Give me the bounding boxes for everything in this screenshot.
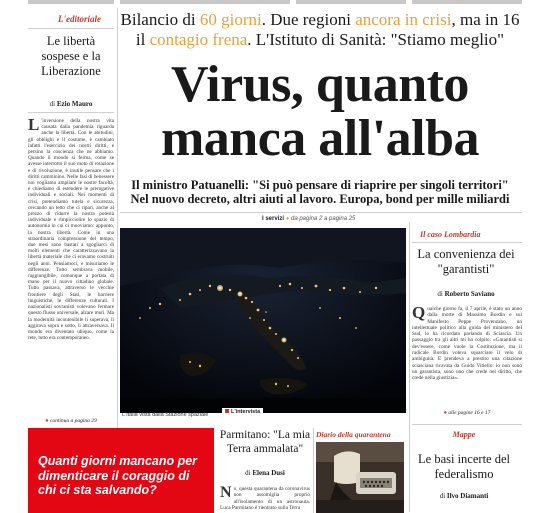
- column-body: [412, 303, 522, 382]
- column-title[interactable]: Le basi incerte del federalismo: [418, 452, 510, 481]
- kicker-text: . Due regioni: [261, 10, 356, 29]
- red-advertisement[interactable]: [28, 428, 214, 513]
- kicker-text: . L'Istituto di Sanità: "Stiamo meglio": [247, 30, 505, 49]
- subhead-line: Nel nuovo decreto, altri aiuti al lavoro. Europa, bond per mille miliardi: [130, 192, 510, 206]
- drop-cap: L: [28, 115, 40, 134]
- services-label: I servizi: [262, 216, 285, 222]
- bullet-icon: ●: [285, 216, 290, 222]
- headline-line: manca all'alba: [160, 110, 480, 167]
- divider: [120, 212, 522, 213]
- editorial-byline: [28, 100, 114, 108]
- column-author: Roberto Saviano: [444, 290, 495, 298]
- continue-text: alle pagine 16 e 17: [448, 410, 491, 416]
- subheadline: [120, 178, 520, 206]
- section-label: [222, 408, 263, 416]
- square-icon: [225, 409, 229, 413]
- diario-photo[interactable]: [316, 442, 404, 513]
- kicker: [120, 10, 520, 50]
- top-bar-segment: [28, 0, 114, 4]
- divider: [412, 242, 522, 243]
- drop-cap: Q: [412, 303, 426, 322]
- continue-text: continua a pagina 29: [49, 418, 97, 424]
- column-text: ualche giorno fa, il 7 aprile, è stato un anno dalla morte di Massimo Bordin e sul Manifesto Peppe Provenzano, un intellettuale politico alla guida del ministero del Sud, lo ha ricordato parlando di Sciascia. Un passaggio tra gli altri mi ha colpito: «Garantisti si dev'essere, come vuole la Costituzione, ma il radicale Bordin voleva squarciare il velo di ambiguità. E prendeva a prestito una citazione sciasciana ricavata da Guido Vitiello: io non sono un garantista, sono uno che crede nel diritto, che crede nella giustizia».: [412, 306, 522, 382]
- column-title[interactable]: La convenienza dei "garantisti": [417, 247, 515, 276]
- divider: [28, 28, 114, 29]
- column-author: Ilvo Diamanti: [446, 492, 489, 500]
- kicker-highlight: ancora in crisi: [355, 10, 452, 29]
- editorial-text: 'inversione della nostra vita causata dalla pandemia riguarda anche la libertà. Con le abitudini, gli obblighi e il costume, è cambiato infatti l'esercizio dei nostri diritti, e persino la coscienza che ne abbiamo. Quando il mondo si ferma, come se avesse interrotto il suo moto di rotazione e di rivoluzione, è inutile pensare che i diritti camminino. Nelle fasi di benessere noi vogliamo ampliare le nostre facoltà, e chiediamo di estendere le prerogative individuali e sociali. Nei momenti di crisi, pretendiamo tutela e sicurezza, cercando un tetto che ci ripari, anche al prezzo di ridurre la nostra potestà individuale e rimpicciolire lo spazio di autonomia in cui ci muoviamo: appunto, la nostra libertà. Come in una straordinaria compressione del tempo, due mesi sono bastati a sgogliarci di molti elementi che caratterizzavano la libertà materiale che ci eravamo costruiti negli anni. Pensiamoci, e misuriamo le differenze. Tutto sembrava mobile, raggiungibile, comunque a portata di mano per il nuovo cittadino globale. Tutto passava, attraverso le vecchie frontiere degli Stati, le barriere linguistiche, le differenze culturali. I nazionalisti sovranisti volevano fermare questo flusso universale, alzare muri. Ma la modernità incontenibile li superava, li aggirava sopra e sotto, li attraversava. Il mondo era diventato ubiquo, come la rete, tutto era contemporaneo.: [28, 118, 114, 342]
- interview-title[interactable]: Parmitano: "La mia Terra ammalata": [219, 429, 311, 455]
- night-earth-image: [120, 228, 406, 413]
- kicker-text: Bilancio di: [120, 10, 200, 29]
- byline-prefix: di: [245, 469, 251, 477]
- editorial-author: Ezio Mauro: [56, 100, 93, 108]
- kicker-highlight: contagio frena: [149, 30, 248, 49]
- editorial-column: [28, 8, 114, 424]
- arrow-icon: ●: [45, 418, 49, 424]
- section-label: Mappe: [452, 430, 476, 439]
- subhead-line: Il ministro Patuanelli: "Si può pensare di riaprire per singoli territori": [131, 178, 509, 192]
- interview-text: o, questa quarantena da coronavirus non assomiglia proprio all'isolamento di un astronauta. Luca Parmitano è rientrato sulla Terra: [220, 486, 310, 511]
- section-label: Diario della quarantena: [316, 430, 391, 439]
- top-bar: [0, 0, 539, 6]
- drop-cap: N: [220, 484, 232, 501]
- column-byline: [408, 492, 520, 500]
- section-label: Il caso Lombardia: [420, 230, 481, 239]
- editorial-continue-link[interactable]: [28, 418, 114, 424]
- photo-caption: L'Italia vista dalla Stazione spaziale: [122, 412, 209, 418]
- interview-body: [220, 486, 310, 511]
- interview-label-text: L'intervista: [231, 409, 261, 415]
- byline-prefix: di: [49, 100, 56, 108]
- column-continue-link[interactable]: [412, 410, 522, 416]
- top-bar-segment: [412, 0, 522, 4]
- interview-author: Elena Dusi: [252, 469, 285, 477]
- top-bar-segment: [296, 0, 406, 4]
- divider: [412, 424, 522, 425]
- editorial-body: [28, 115, 114, 342]
- headline-line: Virus, quanto: [171, 56, 469, 113]
- column-byline: [410, 290, 522, 298]
- byline-prefix: di: [439, 492, 446, 500]
- interview-byline: [218, 469, 312, 477]
- kicker-text: , ma in 16 il: [135, 10, 520, 49]
- arrow-icon: ●: [443, 410, 447, 416]
- services-note[interactable]: [262, 216, 355, 222]
- editorial-label: L'editoriale: [58, 14, 101, 24]
- photo-italy-from-space[interactable]: [120, 228, 406, 413]
- services-range: da pagina 2 a pagina 25: [290, 216, 356, 222]
- column-divider: [117, 8, 118, 428]
- kicker-highlight: 60 giorni: [199, 10, 262, 29]
- main-headline[interactable]: [120, 58, 520, 166]
- ad-text: Quanti giorni mancano per dimenticare il coraggio di chi ci sta salvando?: [38, 454, 198, 497]
- byline-prefix: di: [437, 290, 443, 298]
- divider: [28, 112, 114, 113]
- column-divider: [313, 428, 314, 513]
- typewriter-image: [316, 442, 404, 513]
- top-bar-segment: [120, 0, 290, 4]
- editorial-title[interactable]: Le libertà sospese e la Liberazione: [41, 34, 101, 78]
